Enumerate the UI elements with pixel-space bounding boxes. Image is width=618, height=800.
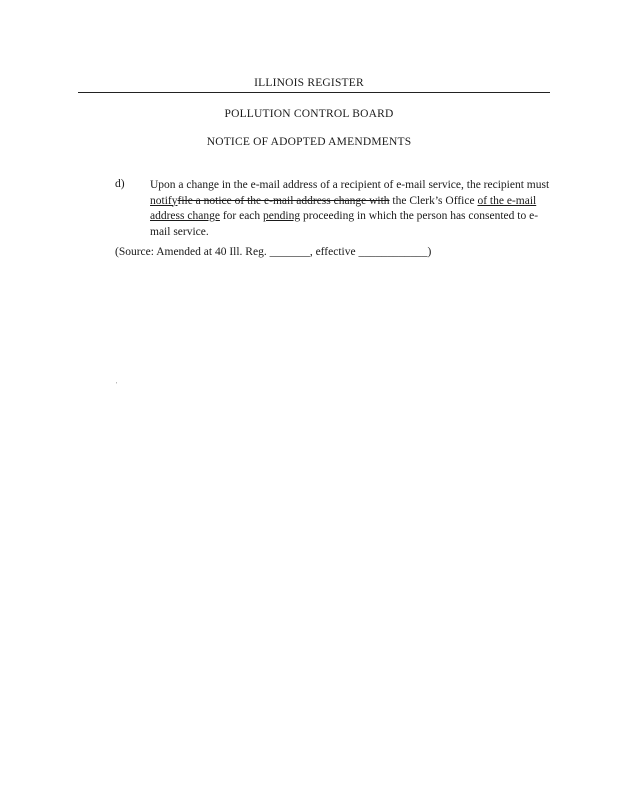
text-segment: for each <box>219 210 264 222</box>
inserted-text: notify <box>150 194 178 207</box>
inserted-text: pending <box>263 210 301 222</box>
subsection-text <box>150 178 550 240</box>
agency-name: POLLUTION CONTROL BOARD <box>224 108 394 120</box>
text-segment: the Clerk’s Office <box>389 194 478 207</box>
stray-mark: ' <box>116 381 118 389</box>
deleted-text: file a notice of the e-mail address change with <box>177 194 390 207</box>
text-segment: Upon a change in the e-mail address of a recipient of e-mail service, the recipient must <box>150 179 550 191</box>
subsection-label: d) <box>115 178 125 190</box>
source-note: (Source: Amended at 40 Ill. Reg. _______, effective ____________) <box>115 246 432 258</box>
inserted-text: of the e-mail address change <box>150 194 537 222</box>
notice-title: NOTICE OF ADOPTED AMENDMENTS <box>206 136 412 148</box>
header-rule <box>78 92 550 93</box>
text-segment: proceeding in which the person has consented to e-mail service. <box>150 210 539 238</box>
register-title: ILLINOIS REGISTER <box>254 77 364 89</box>
